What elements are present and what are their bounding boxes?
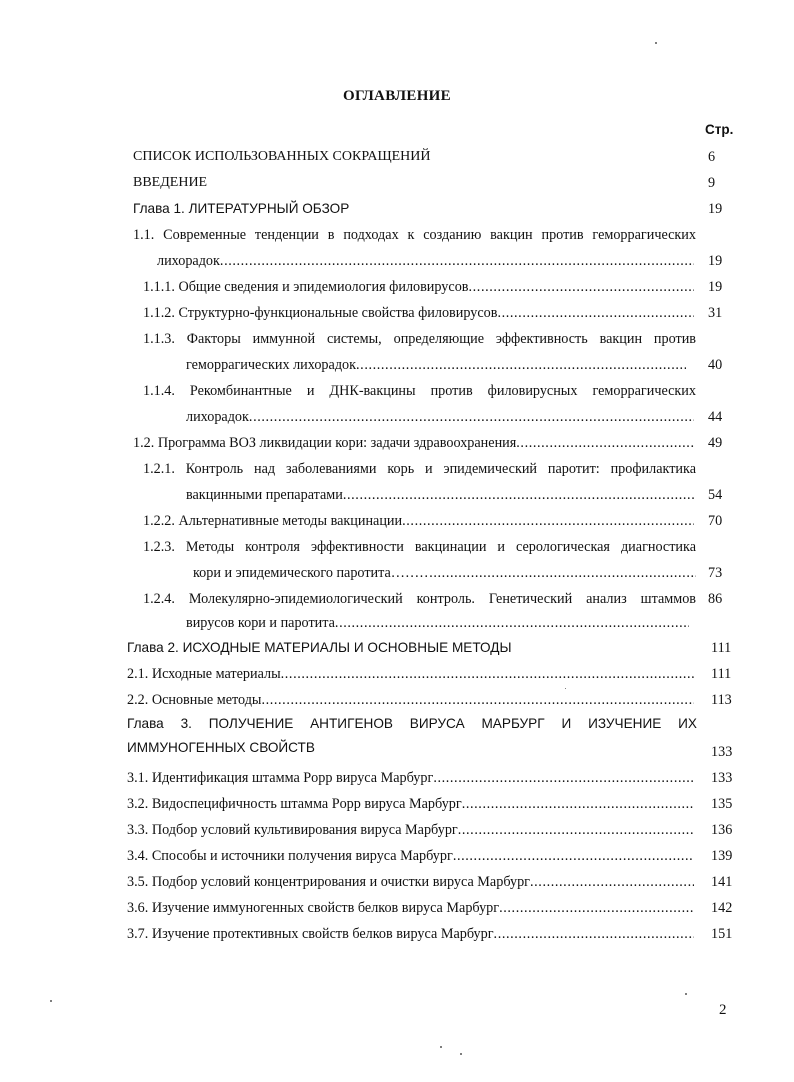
- toc-page-number: 19: [708, 201, 723, 217]
- toc-entry-1-2-4: 1.2.4. Молекулярно-эпидемиологический контроль. Генетический анализ штаммов: [143, 591, 696, 607]
- toc-entry-3-3: 3.3. Подбор условий культивирования вируса Марбург .....: [127, 819, 694, 841]
- toc-entry-1-1-1: 1.1.1. Общие сведения и эпидемиология филовирусов .....: [143, 276, 694, 298]
- toc-page-number: 133: [711, 744, 733, 760]
- scan-speck: [655, 42, 657, 44]
- toc-entry-1-1-4: 1.1.4. Рекомбинантные и ДНК-вакцины против филовирусных геморрагических: [143, 383, 696, 399]
- toc-entry-1-2-4-cont: вирусов кори и паротита .....: [186, 612, 689, 634]
- toc-entry-3-6: 3.6. Изучение иммуногенных свойств белков вируса Марбург .....: [127, 897, 694, 919]
- toc-entry-1-2-1-cont: вакцинными препаратами .....: [186, 484, 694, 506]
- toc-entry-1-2-3: 1.2.3. Методы контроля эффективности вакцинации и серологическая диагностика: [143, 539, 696, 555]
- toc-page-number: 111: [711, 666, 732, 682]
- toc-entry-1-2: 1.2. Программа ВОЗ ликвидации кори: задачи здравоохранения .....: [133, 432, 694, 454]
- toc-page-number: 135: [711, 796, 733, 812]
- toc-page-number: 49: [708, 435, 723, 451]
- toc-page-number: 9: [708, 175, 716, 191]
- toc-entry-introduction: ВВЕДЕНИЕ: [133, 175, 208, 190]
- toc-page-number: 111: [711, 640, 732, 656]
- page-number: 2: [719, 1002, 727, 1018]
- toc-page-number: 73: [708, 565, 723, 581]
- toc-page-number: 70: [708, 513, 723, 529]
- toc-page-number: 142: [711, 900, 733, 916]
- toc-entry-1-2-3-cont: кори и эпидемического паротита……… .....: [193, 562, 696, 584]
- toc-page-number: 40: [708, 357, 723, 373]
- toc-page-number: 139: [711, 848, 733, 864]
- toc-page-number: 6: [708, 149, 716, 165]
- toc-entry-2-2: 2.2. Основные методы .....: [127, 689, 694, 711]
- toc-entry-3-2: 3.2. Видоспецифичность штамма Popp вируса Марбург .....: [127, 793, 694, 815]
- toc-entry-3-4: 3.4. Способы и источники получения вируса Марбург .....: [127, 845, 694, 867]
- page-title: ОГЛАВЛЕНИЕ: [343, 88, 451, 104]
- toc-entry-chapter-3: Глава 3. ПОЛУЧЕНИЕ АНТИГЕНОВ ВИРУСА МАРБУРГ И ИЗУЧЕНИЕ ИХ: [127, 716, 697, 731]
- toc-page-number: 133: [711, 770, 733, 786]
- scan-speck: [460, 1053, 462, 1055]
- toc-page-number: 86: [708, 591, 723, 607]
- toc-entry-1-1-4-cont: лихорадок .....: [186, 406, 694, 428]
- toc-entry-1-2-2: 1.2.2. Альтернативные методы вакцинации .....: [143, 510, 694, 532]
- toc-page-number: 151: [711, 926, 733, 942]
- toc-page-number: 136: [711, 822, 733, 838]
- toc-entry-3-7: 3.7. Изучение протективных свойств белков вируса Марбург .....: [127, 923, 694, 945]
- scan-speck: [50, 1000, 52, 1002]
- toc-entry-abbreviations: СПИСОК ИСПОЛЬЗОВАННЫХ СОКРАЩЕНИЙ: [133, 149, 431, 164]
- toc-page-number: 141: [711, 874, 733, 890]
- toc-entry-1-2-1: 1.2.1. Контроль над заболеваниями корь и эпидемический паротит: профилактика: [143, 461, 696, 477]
- toc-page-number: 113: [711, 692, 732, 708]
- toc-entry-chapter-3-cont: ИММУНОГЕННЫХ СВОЙСТВ: [127, 740, 315, 755]
- scan-speck: [685, 993, 687, 995]
- toc-entry-1-1: 1.1. Современные тенденции в подходах к созданию вакцин против геморрагических: [133, 227, 696, 243]
- toc-page-number: 54: [708, 487, 723, 503]
- toc-page-number: 44: [708, 409, 723, 425]
- toc-entry-1-1-3-cont: геморрагических лихорадок .....: [186, 354, 686, 376]
- scan-speck: [565, 688, 566, 689]
- toc-page-number: 31: [708, 305, 723, 321]
- toc-entry-3-1: 3.1. Идентификация штамма Popp вируса Марбург .....: [127, 767, 694, 789]
- toc-entry-1-1-2: 1.1.2. Структурно-функциональные свойства филовирусов .....: [143, 302, 694, 324]
- toc-entry-2-1: 2.1. Исходные материалы .....: [127, 663, 694, 685]
- page-column-label: Стр.: [705, 122, 734, 137]
- toc-page-number: 19: [708, 279, 723, 295]
- toc-entry-1-1-3: 1.1.3. Факторы иммунной системы, определяющие эффективность вакцин против: [143, 331, 696, 347]
- toc-entry-1-1-cont: лихорадок .....: [157, 250, 694, 272]
- scan-speck: [440, 1046, 442, 1048]
- toc-entry-chapter-2: Глава 2. ИСХОДНЫЕ МАТЕРИАЛЫ И ОСНОВНЫЕ МЕТОДЫ: [127, 640, 512, 655]
- toc-entry-chapter-1: Глава 1. ЛИТЕРАТУРНЫЙ ОБЗОР: [133, 201, 350, 216]
- toc-entry-3-5: 3.5. Подбор условий концентрирования и очистки вируса Марбург .....: [127, 871, 694, 893]
- toc-page-number: 19: [708, 253, 723, 269]
